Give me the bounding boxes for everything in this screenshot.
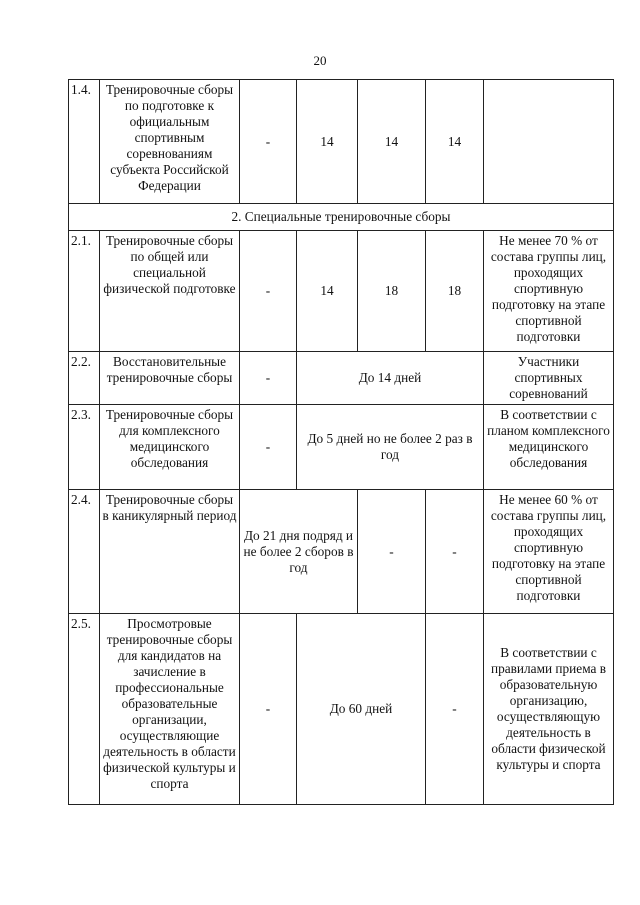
cell-note: В соответствии с планом комплексного медицинского обследования — [484, 405, 614, 490]
page-number: 20 — [313, 53, 327, 68]
cell-value: - — [426, 490, 484, 614]
row-number: 2.4. — [69, 490, 100, 614]
row-number: 1.4. — [69, 80, 100, 204]
cell-note: Не менее 60 % от состава группы лиц, проходящих спортивную подготовку на этапе спортивной подготовки — [484, 490, 614, 614]
merged-value: До 5 дней но не более 2 раз в год — [297, 405, 484, 490]
table-row — [69, 614, 614, 805]
training-camps-table — [68, 79, 614, 805]
camp-name: Тренировочные сборы по общей или специальной физической подготовке — [100, 231, 240, 352]
cell-value: - — [240, 80, 297, 204]
table-row — [69, 405, 614, 490]
cell-note: Не менее 70 % от состава группы лиц, проходящих спортивную подготовку на этапе спортивной подготовки — [484, 231, 614, 352]
cell-value: - — [426, 614, 484, 805]
table-row — [69, 352, 614, 405]
camp-name: Тренировочные сборы по подготовке к официальным спортивным соревнованиям субъекта Российской Федерации — [100, 80, 240, 204]
cell-value: 14 — [358, 80, 426, 204]
camp-name: Тренировочные сборы для комплексного медицинского обследования — [100, 405, 240, 490]
merged-value: До 14 дней — [297, 352, 484, 405]
merged-value: До 60 дней — [297, 614, 426, 805]
row-number: 2.2. — [69, 352, 100, 405]
camp-name: Тренировочные сборы в каникулярный период — [100, 490, 240, 614]
row-number: 2.1. — [69, 231, 100, 352]
cell-value: - — [240, 352, 297, 405]
cell-note: В соответствии с правилами приема в образовательную организацию, осуществляющую деятельность в области физической культуры и спорта — [484, 614, 614, 805]
camp-name: Просмотровые тренировочные сборы для кандидатов на зачисление в профессиональные образовательные организации, осуществляющие деятельность в области физической культуры и спорта — [100, 614, 240, 805]
cell-value: - — [240, 614, 297, 805]
cell-value: - — [358, 490, 426, 614]
cell-value: - — [240, 231, 297, 352]
cell-value: - — [240, 405, 297, 490]
cell-value: 14 — [297, 231, 358, 352]
section-title: 2. Специальные тренировочные сборы — [69, 204, 614, 231]
cell-value: 14 — [297, 80, 358, 204]
cell-value: 18 — [358, 231, 426, 352]
row-number: 2.5. — [69, 614, 100, 805]
table-row — [69, 80, 614, 204]
row-number: 2.3. — [69, 405, 100, 490]
cell-value: 14 — [426, 80, 484, 204]
merged-value: До 21 дня подряд и не более 2 сборов в год — [240, 490, 358, 614]
camp-name: Восстановительные тренировочные сборы — [100, 352, 240, 405]
cell-note: Участники спортивных соревнований — [484, 352, 614, 405]
cell-note — [484, 80, 614, 204]
table-row — [69, 231, 614, 352]
section-row — [69, 204, 614, 231]
table-row — [69, 490, 614, 614]
cell-value: 18 — [426, 231, 484, 352]
